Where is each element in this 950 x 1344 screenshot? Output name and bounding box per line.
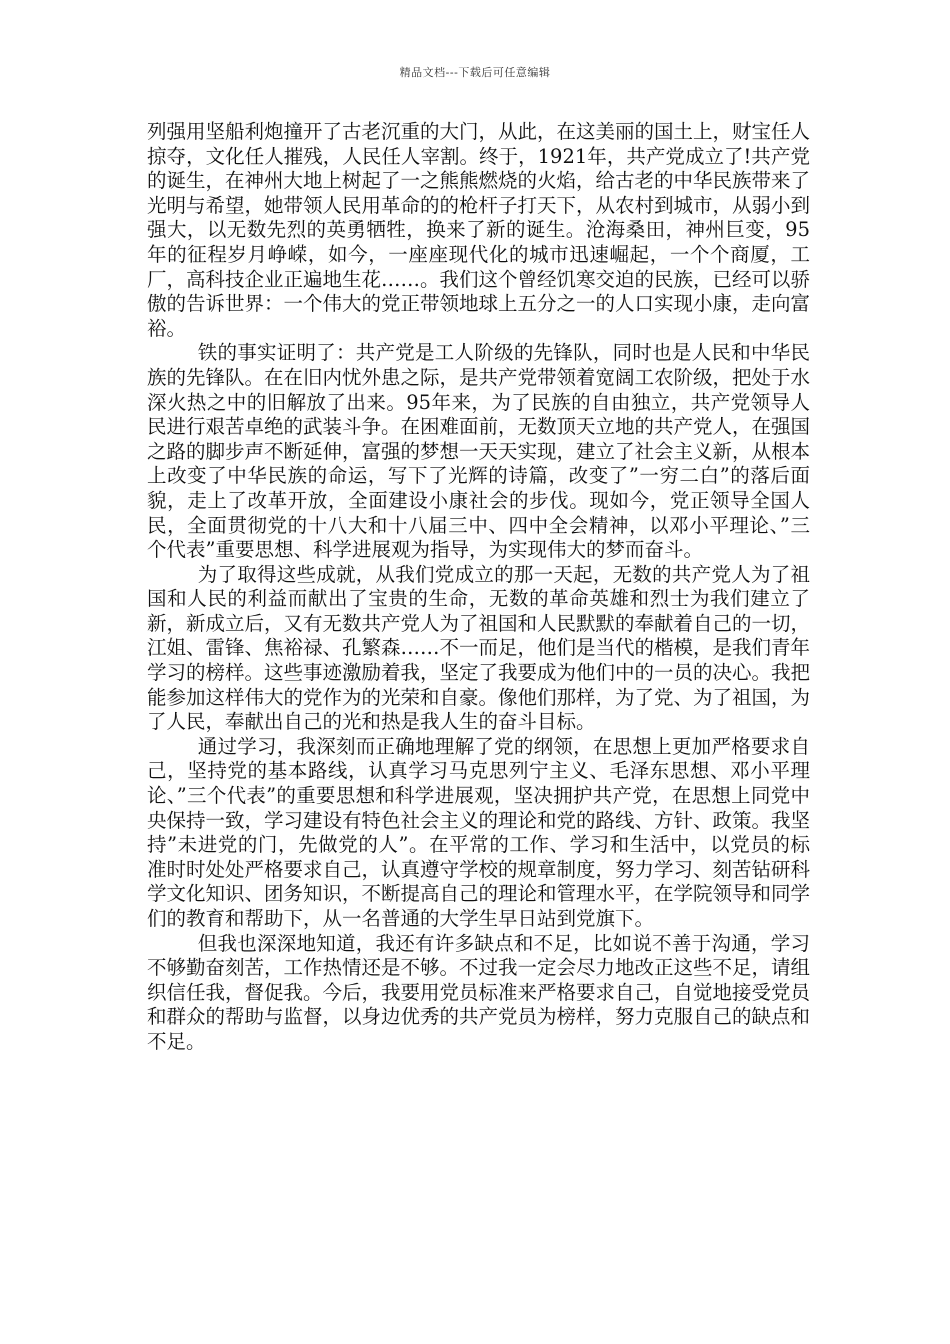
paragraph-2: 铁的事实证明了：共产党是工人阶级的先锋队，同时也是人民和中华民族的先锋队。在在旧内忧外患之际，是共产党带领着宽阔工农阶级，把处于水深火热之中的旧解放了出来。95年来，为了民族的自由独立，共产党领导人民进行艰苦卓绝的武装斗争。在困难面前，无数顶天立地的共产党人，在强国之路的脚步声不断延伸，富强的梦想一天天实现，建立了社会主义新，从根本上改变了中华民族的命运，写下了光辉的诗篇，改变了”一穷二白”的落后面貌，走上了改革开放，全面建设小康社会的步伐。现如今，党正领导全国人民，全面贯彻党的十八大和十八届三中、四中全会精神，以邓小平理论、”三个代表”重要思想、科学进展观为指导，为实现伟大的梦而奋斗。 (147, 341, 811, 562)
document-body (147, 120, 810, 1055)
paragraph-5: 但我也深深地知道，我还有许多缺点和不足，比如说不善于沟通，学习不够勤奋刻苦，工作热情还是不够。不过我一定会尽力地改正这些不足，请组织信任我，督促我。今后，我要用党员标准来严格要求自己，自觉地接受党员和群众的帮助与监督，以身边优秀的共产党员为榜样，努力克服自己的缺点和不足。 (147, 931, 811, 1053)
paragraph-4: 通过学习，我深刻而正确地理解了党的纲领，在思想上更加严格要求自己，坚持党的基本路线，认真学习马克思列宁主义、毛泽东思想、邓小平理论、”三个代表”的重要思想和科学进展观，坚决拥护共产党，在思想上同党中央保持一致，学习建设有特色社会主义的理论和党的路线、方针、政策。我坚持”未进党的门，先做党的人”。在平常的工作、学习和生活中，以党员的标准时时处处严格要求自己，认真遵守学校的规章制度，努力学习、刻苦钻研科学文化知识、团务知识，不断提高自己的理论和管理水平，在学院领导和同学们的教育和帮助下，从一名普通的大学生早日站到党旗下。 (147, 734, 811, 930)
page-header: 精品文档---下载后可任意编辑 (399, 66, 551, 79)
paragraph-1: 列强用坚船利炮撞开了古老沉重的大门，从此，在这美丽的国土上，财宝任人掠夺，文化任人摧残，人民任人宰割。终于，1921年，共产党成立了!共产党的诞生，在神州大地上树起了一之熊熊燃烧的火焰，给古老的中华民族带来了光明与希望，她带领人民用革命的的枪杆子打天下，从农村到城市，从弱小到强大，以无数先烈的英勇牺牲，换来了新的诞生。沧海桑田，神州巨变，95年的征程岁月峥嵘，如今，一座座现代化的城市迅速崛起，一个个商厦，工厂，高科技企业正遍地生花……。我们这个曾经饥寒交迫的民族，已经可以骄傲的告诉世界：一个伟大的党正带领地球上五分之一的人口实现小康，走向富裕。 (147, 120, 811, 340)
paragraph-3: 为了取得这些成就，从我们党成立的那一天起，无数的共产党人为了祖国和人民的利益而献出了宝贵的生命，无数的革命英雄和烈士为我们建立了新，新成立后，又有无数共产党人为了祖国和人民默默的奉献着自己的一切，江姐、雷锋、焦裕禄、孔繁森……不一而足，他们是当代的楷模，是我们青年学习的榜样。这些事迹激励着我，坚定了我要成为他们中的一员的决心。我把能参加这样伟大的党作为的光荣和自豪。像他们那样，为了党、为了祖国，为了人民，奉献出自己的光和热是我人生的奋斗目标。 (147, 562, 811, 734)
